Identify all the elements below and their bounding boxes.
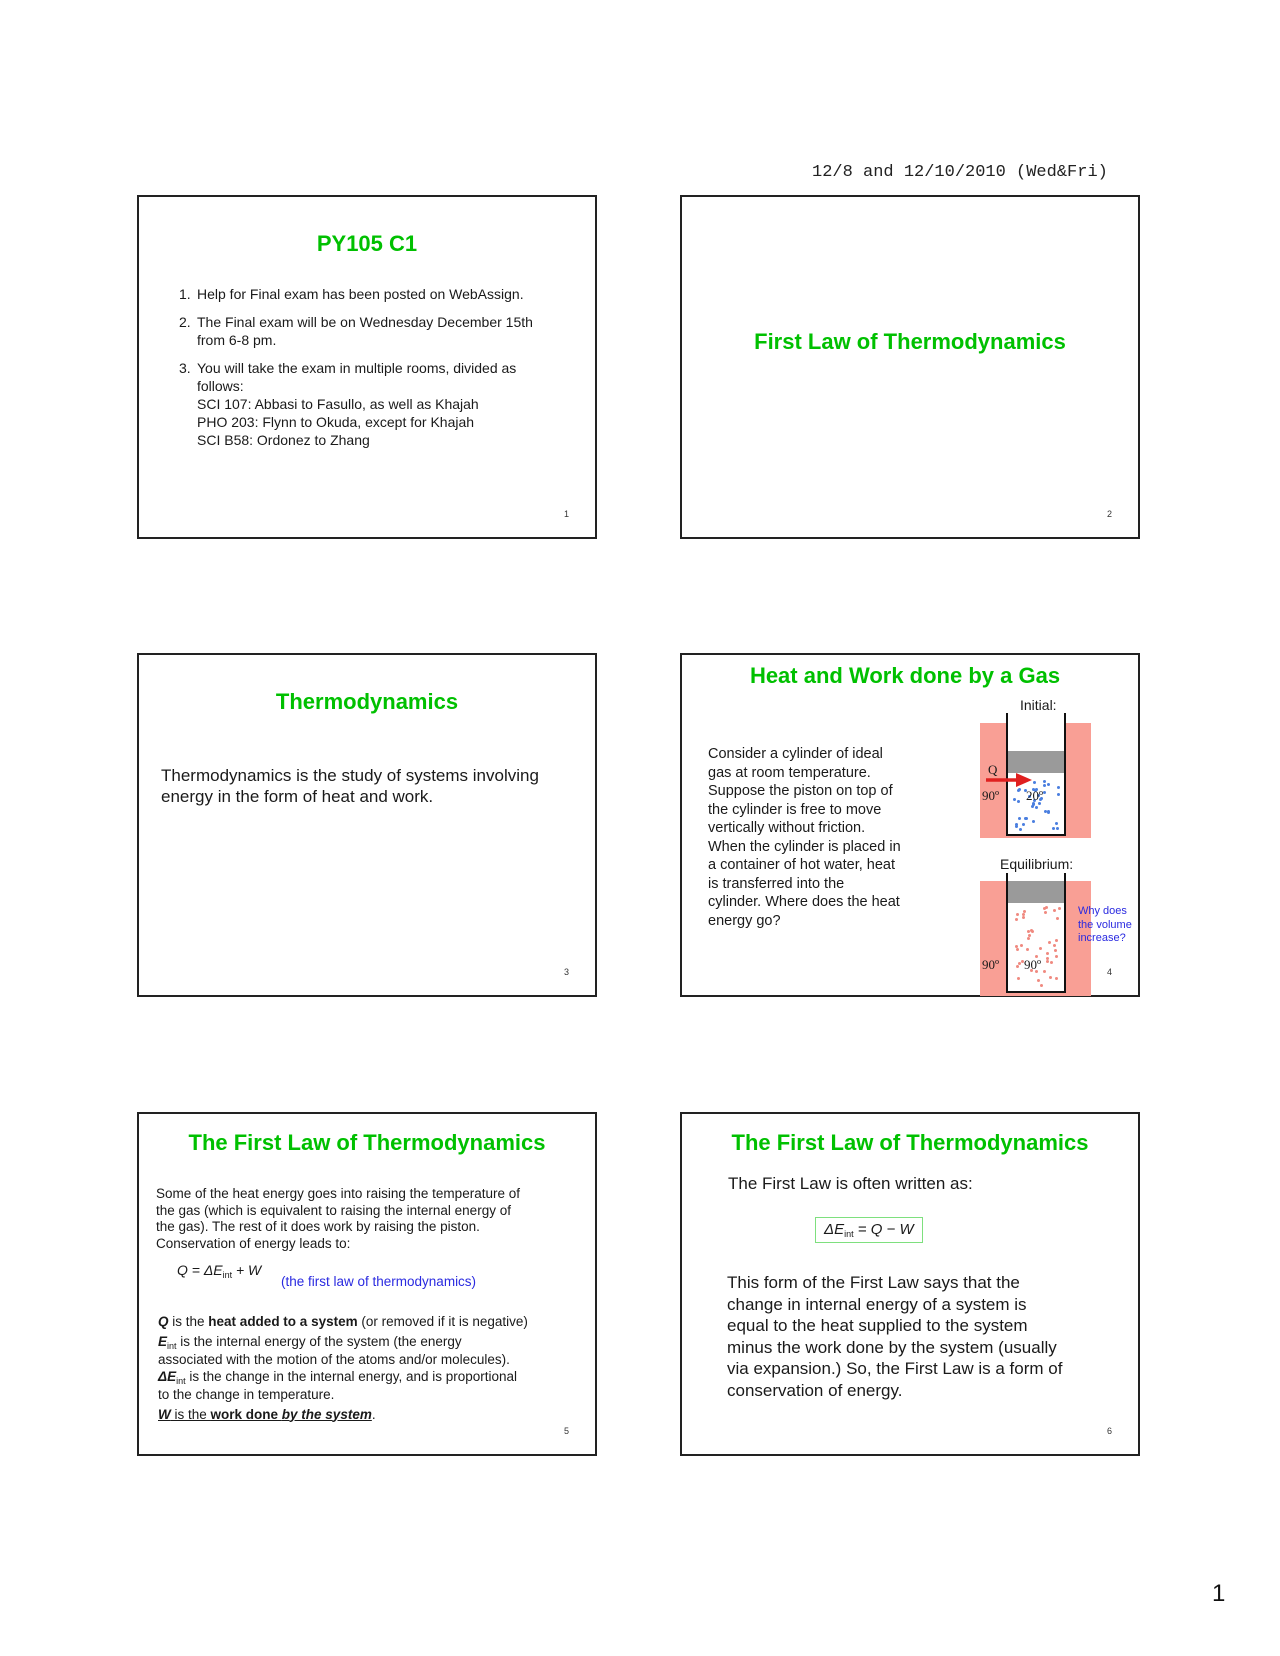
announcement-list	[179, 285, 589, 459]
molecule-dot	[1055, 955, 1058, 958]
slide-2	[680, 195, 1140, 539]
molecule-dot	[1032, 820, 1035, 823]
molecule-dot	[1056, 917, 1059, 920]
slide-title: Heat and Work done by a Gas	[749, 663, 1061, 688]
molecule-dot	[1024, 817, 1027, 820]
molecule-dot	[1020, 944, 1023, 947]
slide-number: 4	[1106, 967, 1112, 977]
lecture-date: 12/8 and 12/10/2010 (Wed&Fri)	[812, 163, 1108, 182]
molecule-dot	[1046, 960, 1049, 963]
molecule-dot	[1015, 825, 1018, 828]
equilibrium-label: Equilibrium:	[1000, 856, 1074, 872]
molecule-dot	[1028, 934, 1031, 937]
definition-eint: $E_{int}$ is the internal energy of the system (the energy associated with the motion of the atoms and/or molecules).	[158, 1333, 510, 1367]
molecule-dot	[1057, 786, 1060, 789]
equation-note: (the first law of thermodynamics)	[281, 1274, 477, 1289]
announcement-item: 3. You will take the exam in multiple rooms, divided as follows: SCI 107: Abbasi to Fasullo, as well as Khajah PHO 203: Flynn to Okuda, except for Khajah SCI B58: Ordonez to Zhang	[179, 360, 517, 448]
final-water-temp: 90º	[982, 957, 1000, 972]
molecule-dot	[1017, 800, 1020, 803]
molecule-dot	[1052, 827, 1055, 830]
molecule-dot	[1047, 783, 1050, 786]
slide-4	[680, 653, 1140, 997]
molecule-dot	[1022, 916, 1025, 919]
molecule-dot	[1018, 962, 1021, 965]
first-law-equation-box: $\Delta E_{int} = Q - W$	[815, 1217, 923, 1243]
molecule-dot	[1050, 961, 1053, 964]
piston	[1008, 881, 1064, 903]
molecule-dot	[1039, 947, 1042, 950]
announcement-item: 1. Help for Final exam has been posted on WebAssign.	[179, 286, 524, 302]
slide-title: First Law of Thermodynamics	[754, 329, 1066, 354]
molecule-dot	[1035, 806, 1038, 809]
molecule-dot	[1055, 822, 1058, 825]
molecule-dot	[1017, 977, 1020, 980]
molecule-dot	[1046, 952, 1049, 955]
molecule-dot	[1037, 979, 1040, 982]
slide-number: 3	[563, 967, 569, 977]
slide-number: 2	[1106, 509, 1112, 519]
slide-title: Thermodynamics	[275, 689, 459, 714]
slide-body: This form of the First Law says that the change in internal energy of a system is equal to the heat supplied to the system minus the work done by the system (usually via expansion.) So, the First Law is a form of conservation of energy.	[727, 1273, 1063, 1400]
slide-6	[680, 1112, 1140, 1456]
molecule-dot	[1044, 911, 1047, 914]
definition-w: W is the work done by the system.	[158, 1406, 376, 1422]
heat-arrow-icon	[986, 773, 1032, 787]
slide-3	[137, 653, 597, 997]
molecule-dot	[1016, 965, 1019, 968]
molecule-dot	[1040, 984, 1043, 987]
molecule-dot	[1048, 941, 1051, 944]
molecule-dot	[1057, 793, 1060, 796]
molecule-dot	[1055, 939, 1058, 942]
molecule-dot	[1053, 944, 1056, 947]
gas-molecules-hot	[1008, 903, 1064, 991]
announcement-item: 2. The Final exam will be on Wednesday December 15th from 6-8 pm.	[179, 314, 533, 348]
initial-gas-temp: 20º	[1026, 788, 1044, 803]
molecule-dot	[1058, 907, 1061, 910]
molecule-dot	[1027, 937, 1030, 940]
slide-title: The First Law of Thermodynamics	[188, 1130, 546, 1155]
molecule-dot	[1055, 977, 1058, 980]
definition-delta-eint: $\Delta E_{int}$ is the change in the internal energy, and is proportional to the change in temperature.	[158, 1368, 518, 1402]
molecule-dot	[1043, 970, 1046, 973]
molecule-dot	[1013, 798, 1016, 801]
slide-5	[137, 1112, 597, 1456]
slide-title: The First Law of Thermodynamics	[731, 1130, 1089, 1155]
slide-1	[137, 195, 597, 539]
molecule-dot	[1054, 949, 1057, 952]
definition-q: Q is the heat added to a system (or removed if it is negative)	[158, 1314, 528, 1329]
definitions	[158, 1314, 588, 1423]
molecule-dot	[1047, 810, 1050, 813]
cylinder-final	[1006, 873, 1066, 993]
molecule-dot	[1056, 827, 1059, 830]
molecule-dot	[1026, 948, 1029, 951]
slide-number: 5	[563, 1426, 569, 1436]
molecule-dot	[1019, 828, 1022, 831]
slide-number: 6	[1106, 1426, 1112, 1436]
molecule-dot	[1043, 791, 1046, 794]
final-gas-temp: 90º	[1024, 957, 1042, 972]
molecule-dot	[1049, 976, 1052, 979]
molecule-dot	[1033, 781, 1036, 784]
first-law-equation: $Q = \Delta E_{int} + W$	[177, 1262, 262, 1280]
molecule-dot	[1018, 817, 1021, 820]
molecule-dot	[1018, 788, 1021, 791]
slide-intro: Some of the heat energy goes into raising the temperature of the gas (which is equivalent to raising the internal energy of the gas). The rest of it does work by raising the piston. Conservation of energy leads to:	[156, 1186, 520, 1251]
initial-water-temp: 90º	[982, 788, 1000, 803]
slide-title: PY105 C1	[316, 231, 418, 256]
page-number: 1	[1212, 1580, 1226, 1607]
volume-question: Why does the volume increase?	[1078, 905, 1132, 944]
molecule-dot	[1031, 805, 1034, 808]
molecule-dot	[1016, 913, 1019, 916]
slide-body: Thermodynamics is the study of systems involving energy in the form of heat and work.	[161, 766, 539, 806]
molecule-dot	[1015, 918, 1018, 921]
molecule-dot	[1022, 823, 1025, 826]
initial-label: Initial:	[1020, 697, 1057, 713]
slide-body: Consider a cylinder of ideal gas at room temperature. Suppose the piston on top of the cylinder is free to move vertically without friction. When the cylinder is placed in a container of hot water, heat is transferred into the cylinder. Where does the heat energy go?	[708, 746, 901, 929]
molecule-dot	[1043, 780, 1046, 783]
slide-number: 1	[563, 509, 569, 519]
molecule-dot	[1045, 906, 1048, 909]
heat-label: Q	[988, 762, 998, 777]
slide-intro: The First Law is often written as:	[728, 1174, 973, 1193]
molecule-dot	[1016, 948, 1019, 951]
molecule-dot	[1043, 784, 1046, 787]
molecule-dot	[1053, 909, 1056, 912]
piston	[1008, 751, 1064, 773]
